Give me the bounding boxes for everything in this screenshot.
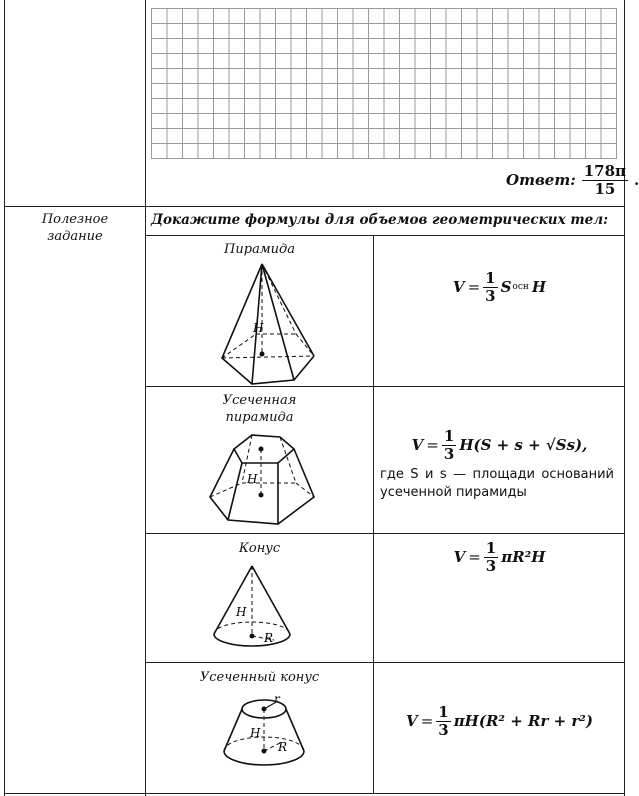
cone-formula <box>374 540 625 574</box>
formula-rest: πH(R² + Rr + r²) <box>453 712 593 730</box>
pyramid-formula <box>374 270 625 304</box>
cone-title-text: Конус <box>238 541 281 556</box>
formula-fraction <box>484 540 498 574</box>
formula-num: 1 <box>485 539 497 557</box>
formula-den: 3 <box>485 556 497 575</box>
cone-radius-label: R <box>264 631 274 645</box>
formula-fraction <box>436 704 450 738</box>
table-border-left <box>4 0 5 796</box>
useful-task-label-line1: Полезное <box>41 212 109 227</box>
task-heading: Докажите формулы для объемов геометрических тел: <box>151 212 609 228</box>
formula-v: V <box>453 548 466 566</box>
formula-v: V <box>406 712 418 730</box>
formula-den: 3 <box>438 720 449 739</box>
formula-fraction <box>483 270 497 304</box>
truncated-cone-formula <box>374 704 625 738</box>
answer-numerator: 178π <box>583 162 627 180</box>
formula-rest: H(S + s + √Ss), <box>459 436 588 454</box>
formula-num: 1 <box>443 427 455 445</box>
truncated-cone-title-text: Усеченный конус <box>199 670 320 685</box>
truncated-cone-radius-label: R <box>278 740 288 754</box>
formula-num: 1 <box>438 703 449 721</box>
formula-den: 3 <box>443 444 455 463</box>
table-border-bottom <box>4 793 625 794</box>
useful-task-label-line2: задание <box>47 229 103 244</box>
answer-label: Ответ: <box>506 171 576 189</box>
truncated-cone-small-radius-label: r <box>274 692 280 706</box>
formula-h: H <box>531 278 547 296</box>
truncated-pyramid-title-line2: пирамида <box>225 410 294 425</box>
truncated-pyramid-height-label: H <box>247 472 258 486</box>
formula-fraction <box>442 428 456 462</box>
cone-figure <box>146 534 373 662</box>
formula-v: V <box>452 278 465 296</box>
answer-fraction <box>582 163 628 197</box>
formula-eq: = <box>420 712 434 730</box>
answer-block <box>506 160 639 200</box>
truncated-pyramid-figure <box>146 387 373 533</box>
formula-rest: πR²H <box>501 548 546 566</box>
pyramid-figure <box>146 236 373 386</box>
answer-period: . <box>634 171 639 189</box>
formula-eq: = <box>426 436 439 454</box>
truncated-cone-height-label: H <box>250 726 261 740</box>
formula-s-sub: осн <box>512 282 529 292</box>
row-divider-top <box>4 206 625 207</box>
formula-num: 1 <box>485 269 496 287</box>
pyramid-height-label: H <box>253 321 264 335</box>
table-border-right <box>624 0 625 796</box>
truncated-pyramid-title-line1: Усеченная <box>222 393 297 408</box>
truncated-cone-figure <box>146 663 373 793</box>
formula-den: 3 <box>485 286 496 305</box>
formula-eq: = <box>467 278 481 296</box>
formula-s: S <box>500 278 512 296</box>
useful-task-label <box>8 211 142 245</box>
formula-v: V <box>411 436 424 454</box>
formula-eq: = <box>468 548 481 566</box>
answer-denominator: 15 <box>594 179 616 198</box>
pyramid-title-text: Пирамида <box>224 242 295 257</box>
cone-height-label: H <box>236 605 247 619</box>
truncated-pyramid-formula <box>374 428 625 462</box>
truncated-pyramid-note: где S и s — площади оснований усеченной пирамиды <box>380 467 614 500</box>
answer-grid <box>151 8 617 159</box>
